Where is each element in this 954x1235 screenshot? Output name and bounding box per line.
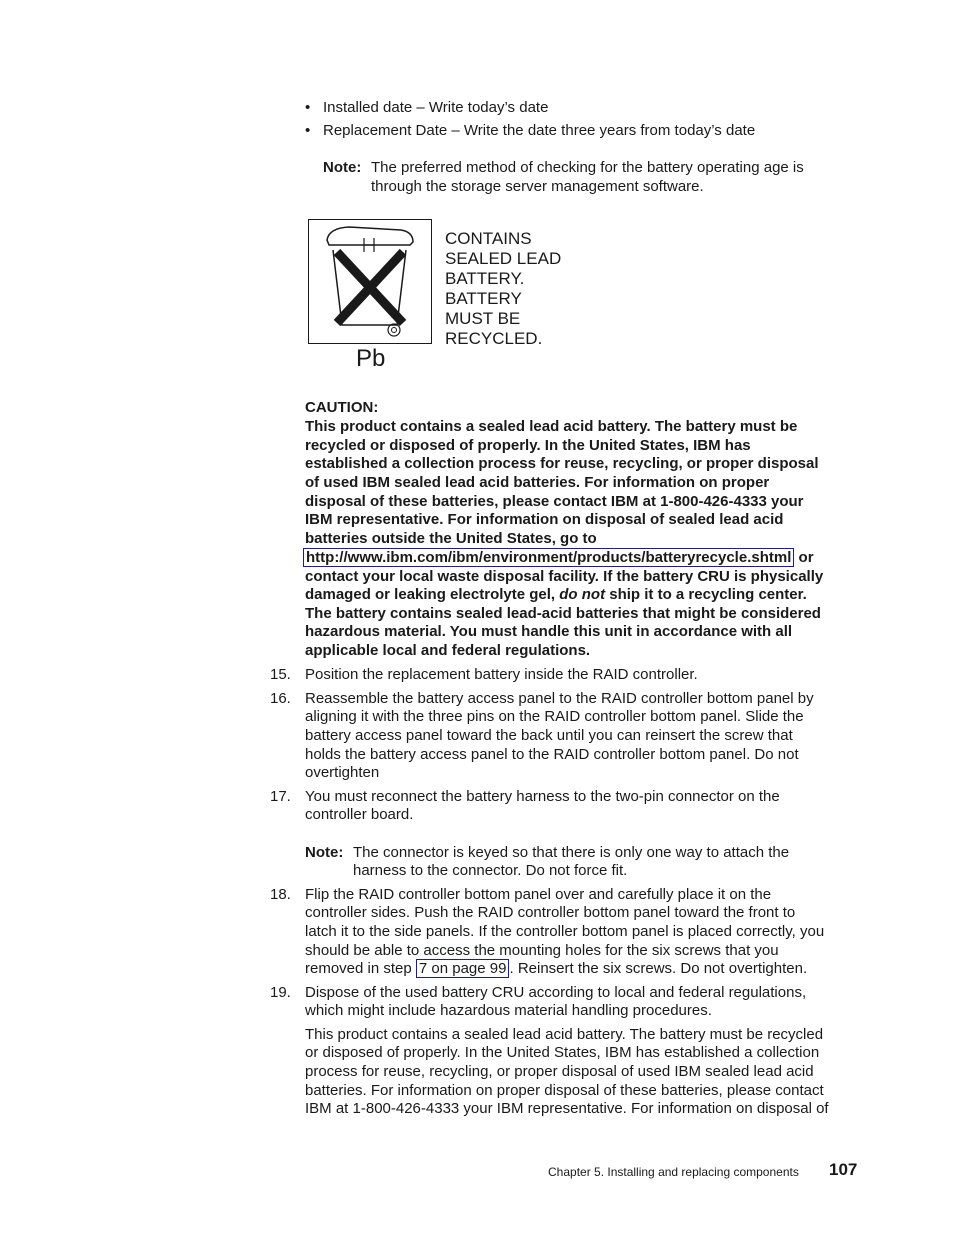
caution-text: ship it to a recycling center. — [605, 586, 807, 603]
step-text-line: battery access panel toward the back until you can reinsert the screw that — [305, 727, 793, 744]
step-text: . Reinsert the six screws. Do not overtighten. — [509, 960, 808, 977]
page-number: 107 — [829, 1160, 858, 1179]
step-text-line: holds the battery access panel to the RAID controller bottom panel. Do not — [305, 746, 799, 763]
recycle-label-line: RECYCLED. — [445, 328, 543, 348]
step-text-line: controller sides. Push the RAID controller bottom panel toward the front to — [305, 904, 796, 921]
caution-after-url: or — [794, 549, 814, 566]
step-paragraph-line: process for reuse, recycling, or proper disposal of used IBM sealed lead acid — [305, 1063, 814, 1080]
step-text-line: latch it to the side panels. If the controller bottom panel is placed correctly, you — [305, 923, 825, 940]
step-paragraph-line: or disposed of properly. In the United States, IBM has established a collection — [305, 1044, 820, 1061]
caution-line — [305, 586, 807, 605]
caution-emphasis: do not — [559, 586, 606, 603]
step-text-line: overtighten — [305, 764, 380, 781]
step-number: 17. — [270, 788, 291, 805]
step-text-line: should be able to access the mounting holes for the six screws that you — [305, 942, 779, 959]
caution-heading: CAUTION: — [305, 399, 379, 416]
note-text-line: The connector is keyed so that there is only one way to attach the — [353, 844, 790, 861]
caution-line: applicable local and federal regulations. — [305, 642, 591, 659]
caution-line: batteries outside the United States, go to — [305, 530, 597, 547]
caution-line: The battery contains sealed lead-acid batteries that might be considered — [305, 605, 821, 622]
step-number: 18. — [270, 886, 291, 903]
battery-recycle-link[interactable]: http://www.ibm.com/ibm/environment/products/batteryrecycle.shtml — [303, 548, 794, 567]
caution-line: of used IBM sealed lead acid batteries. For information on proper — [305, 474, 770, 491]
step-paragraph-line: This product contains a sealed lead acid battery. The battery must be recycled — [305, 1026, 824, 1043]
step-text-line — [305, 960, 807, 979]
recycle-bin-icon-box — [308, 219, 432, 344]
recycle-label-line: BATTERY — [445, 288, 522, 308]
recycle-label-line: SEALED LEAD — [445, 248, 562, 268]
lead-symbol: Pb — [356, 345, 386, 372]
bullet-marker: • — [305, 99, 311, 116]
recycle-label-line: CONTAINS — [445, 229, 532, 248]
step-number: 16. — [270, 690, 291, 707]
caution-line: established a collection process for reuse, recycling, or proper disposal — [305, 455, 819, 472]
note-label: Note: — [323, 159, 362, 176]
note-text-line: through the storage server management software. — [371, 178, 704, 195]
step-text-line: You must reconnect the battery harness to the two-pin connector on the — [305, 788, 780, 805]
recycle-label — [445, 229, 561, 348]
bullet-marker: • — [305, 122, 311, 139]
footer-chapter: Chapter 5. Installing and replacing components — [548, 1165, 799, 1179]
step-text-line: controller board. — [305, 806, 414, 823]
caution-line: recycled or disposed of properly. In the United States, IBM has — [305, 437, 751, 454]
recycle-label-line: MUST BE — [445, 308, 521, 328]
caution-line: contact your local waste disposal facility. If the battery CRU is physically — [305, 568, 824, 585]
step-paragraph-line: batteries. For information on proper disposal of these batteries, please contact — [305, 1082, 824, 1099]
caution-url-line — [303, 549, 814, 568]
step-text-line: aligning it with the three pins on the RAID controller bottom panel. Slide the — [305, 708, 804, 725]
caution-line: IBM representative. For information on disposal of sealed lead acid — [305, 511, 784, 528]
step-text-line: Dispose of the used battery CRU according to local and federal regulations, — [305, 984, 807, 1001]
note-label: Note: — [305, 844, 344, 861]
step-7-link[interactable]: 7 on page 99 — [416, 959, 510, 978]
crossed-out-wheeled-bin-icon — [309, 220, 431, 343]
step-number: 19. — [270, 984, 291, 1001]
recycle-label-line: BATTERY. — [445, 268, 525, 288]
step-paragraph-line: IBM at 1-800-426-4333 your IBM representative. For information on disposal of — [305, 1100, 829, 1117]
caution-text: damaged or leaking electrolyte gel, — [305, 586, 560, 603]
step-text-line: Flip the RAID controller bottom panel over and carefully place it on the — [305, 886, 772, 903]
bullet-item: Replacement Date – Write the date three years from today’s date — [323, 122, 756, 139]
caution-line: hazardous material. You must handle this unit in accordance with all — [305, 623, 793, 640]
caution-line: disposal of these batteries, please contact IBM at 1-800-426-4333 your — [305, 493, 804, 510]
bullet-item: Installed date – Write today’s date — [323, 99, 549, 116]
step-text-line: Position the replacement battery inside the RAID controller. — [305, 666, 698, 683]
step-number: 15. — [270, 666, 291, 683]
step-text: removed in step — [305, 960, 416, 977]
step-text-line: which might include hazardous material handling procedures. — [305, 1002, 712, 1019]
note-text-line: The preferred method of checking for the battery operating age is — [371, 159, 804, 176]
note-text-line: harness to the connector. Do not force fit. — [353, 862, 628, 879]
step-text-line: Reassemble the battery access panel to the RAID controller bottom panel by — [305, 690, 814, 707]
caution-line: This product contains a sealed lead acid battery. The battery must be — [305, 418, 798, 435]
